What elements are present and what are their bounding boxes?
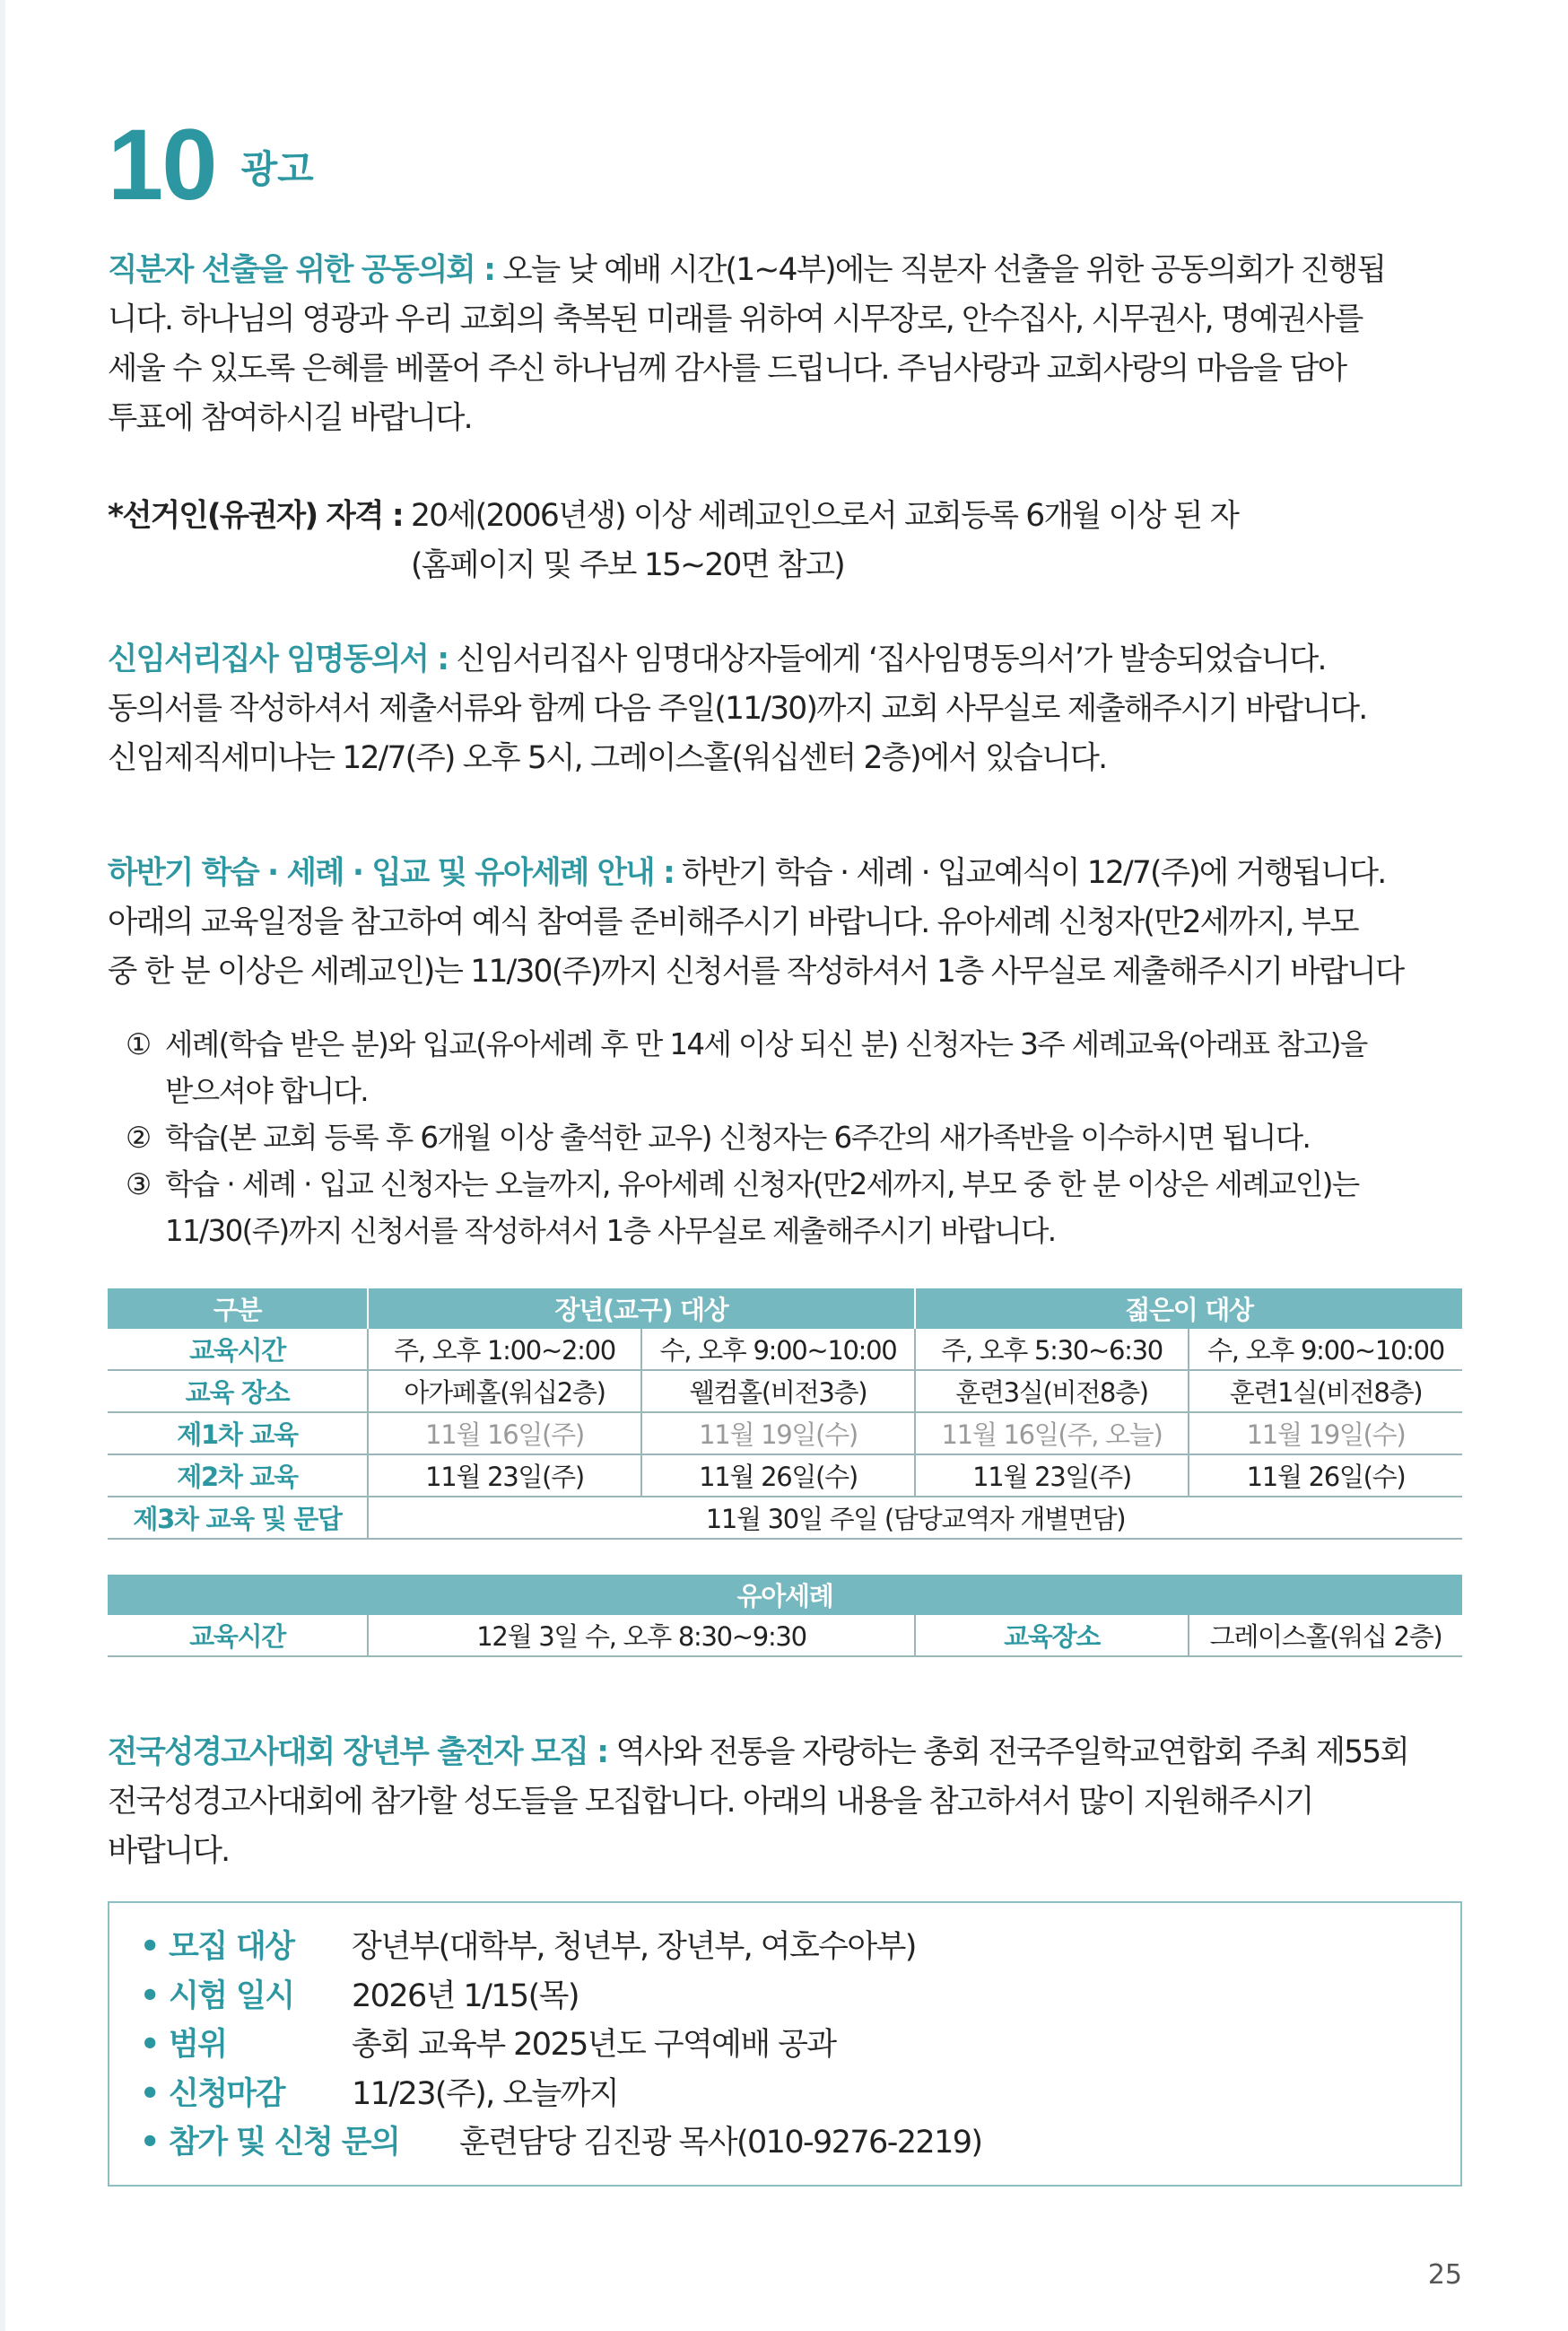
table-row bbox=[108, 1615, 1462, 1656]
notice-election bbox=[108, 246, 1462, 443]
table-cell: 11월 26일(수) bbox=[1189, 1454, 1462, 1497]
notice-line: 중 한 분 이상은 세례교인)는 11/30(주)까지 신청서를 작성하셔서 1층 사무실로 제출해주시기 바랍니다 bbox=[108, 954, 1404, 990]
info-value: 11/23(주), 오늘까지 bbox=[352, 2075, 619, 2112]
table-row bbox=[108, 1412, 1462, 1454]
table-cell: 주, 오후 5:30~6:30 bbox=[915, 1329, 1189, 1370]
notice-line: 전국성경고사대회에 참가할 성도들을 모집합니다. 아래의 내용을 참고하셔서 많이 지원해주시기 bbox=[108, 1784, 1313, 1820]
info-value: 2026년 1/15(목) bbox=[352, 1977, 579, 2014]
info-row bbox=[140, 1923, 981, 1972]
bullet-icon: • bbox=[140, 1977, 159, 2014]
table-cell: 수, 오후 9:00~10:00 bbox=[641, 1329, 915, 1370]
row-label: 교육시간 bbox=[108, 1615, 368, 1656]
bullet-icon: • bbox=[140, 2027, 159, 2063]
table-row bbox=[108, 1497, 1462, 1539]
notice-line: 직분자 선출을 위한 공동의회 : 오늘 낮 예배 시간(1~4부)에는 직분자 선출을 위한 공동의회가 진행됩 bbox=[108, 252, 1386, 288]
table-cell: 그레이스홀(워십 2층) bbox=[1189, 1615, 1462, 1656]
notice-line: 동의서를 작성하셔서 제출서류와 함께 다음 주일(11/30)까지 교회 사무실로 제출해주시기 바랍니다. bbox=[108, 691, 1367, 727]
row-label: 교육시간 bbox=[108, 1329, 368, 1370]
page-number: 25 bbox=[1427, 2259, 1462, 2291]
info-row bbox=[140, 1972, 981, 2021]
page-edge bbox=[0, 0, 5, 2331]
notice-baptism bbox=[108, 849, 1462, 997]
row-label: 제2차 교육 bbox=[108, 1454, 368, 1497]
list-item: ① 세례(학습 받은 분)와 입교(유아세례 후 만 14세 이상 되신 분) 신청자는 3주 세례교육(아래표 참고)을 받으셔야 합니다. bbox=[126, 1027, 1367, 1108]
notice-line: 아래의 교육일정을 참고하여 예식 참여를 준비해주시기 바랍니다. 유아세례 신청자(만2세까지, 부모 bbox=[108, 904, 1358, 940]
info-value: 총회 교육부 2025년도 구역예배 공과 bbox=[352, 2027, 836, 2063]
info-row bbox=[140, 2118, 981, 2168]
notice-line: *선거인(유권자) 자격 : 20세(2006년생) 이상 세례교인으로서 교회등록 6개월 이상 된 자 bbox=[108, 498, 1239, 534]
table-cell: 11월 19일(수) bbox=[1189, 1412, 1462, 1454]
notice-line: 신임제직세미나는 12/7(주) 오후 5시, 그레이스홀(워십센터 2층)에서 있습니다. bbox=[108, 740, 1107, 776]
table-cell: 훈련3실(비전8층) bbox=[915, 1370, 1189, 1412]
notice-line: 신임서리집사 임명동의서 : 신임서리집사 임명대상자들에게 ‘집사임명동의서’가 발송되었습니다. bbox=[108, 642, 1326, 677]
table-row bbox=[108, 1370, 1462, 1412]
table-cell: 11월 30일 주일 (담당교역자 개별면담) bbox=[368, 1497, 1462, 1539]
table-header-cell: 구분 bbox=[108, 1288, 368, 1329]
info-value: 훈련담당 김진광 목사(010-9276-2219) bbox=[459, 2125, 982, 2161]
table-header-row bbox=[108, 1575, 1462, 1615]
table-cell: 수, 오후 9:00~10:00 bbox=[1189, 1329, 1462, 1370]
table-row bbox=[108, 1329, 1462, 1370]
notice-line: 전국성경고사대회 장년부 출전자 모집 : 역사와 전통을 자랑하는 총회 전국주일학교연합회 주최 제55회 bbox=[108, 1734, 1408, 1770]
row-label: 제3차 교육 및 문답 bbox=[108, 1497, 368, 1539]
notice-title: *선거인(유권자) 자격 : bbox=[108, 498, 403, 534]
contest-info-box bbox=[108, 1901, 1462, 2187]
table-cell: 아가페홀(워십2층) bbox=[368, 1370, 641, 1412]
info-row bbox=[140, 2070, 981, 2119]
section-number: 10 bbox=[108, 109, 216, 221]
info-key: 범위 bbox=[169, 2027, 227, 2063]
baptism-requirements-list bbox=[126, 1021, 1462, 1254]
section-header bbox=[108, 108, 314, 221]
notice-line: 세울 수 있도록 은혜를 베풀어 주신 하나님께 감사를 드립니다. 주님사랑과 교회사랑의 마음을 담아 bbox=[108, 351, 1346, 387]
notice-bible-contest bbox=[108, 1728, 1462, 1876]
education-schedule-table bbox=[108, 1288, 1462, 1540]
info-key: 시험 일시 bbox=[169, 1977, 294, 2014]
notice-title: 전국성경고사대회 장년부 출전자 모집 : bbox=[108, 1734, 608, 1770]
notice-line: 하반기 학습 · 세례 · 입교 및 유아세례 안내 : 하반기 학습 · 세례 · 입교예식이 12/7(주)에 거행됩니다. bbox=[108, 855, 1386, 891]
table-cell: 훈련1실(비전8층) bbox=[1189, 1370, 1462, 1412]
info-key: 모집 대상 bbox=[169, 1929, 294, 1965]
bullet-icon: • bbox=[140, 2125, 159, 2161]
notice-title: 신임서리집사 임명동의서 : bbox=[108, 642, 449, 677]
row-label: 교육 장소 bbox=[108, 1370, 368, 1412]
row-label: 교육장소 bbox=[915, 1615, 1189, 1656]
notice-title: 하반기 학습 · 세례 · 입교 및 유아세례 안내 : bbox=[108, 855, 674, 891]
table-header-row bbox=[108, 1288, 1462, 1329]
table-header-cell: 젊은이 대상 bbox=[915, 1288, 1462, 1329]
infant-baptism-table bbox=[108, 1575, 1462, 1657]
table-cell: 11월 19일(수) bbox=[641, 1412, 915, 1454]
notice-deacon-consent bbox=[108, 635, 1462, 783]
row-label: 제1차 교육 bbox=[108, 1412, 368, 1454]
table-cell: 11월 16일(주) bbox=[368, 1412, 641, 1454]
notice-line: (홈페이지 및 주보 15~20면 참고) bbox=[411, 547, 844, 583]
info-key: 신청마감 bbox=[169, 2075, 284, 2112]
table-header-cell: 유아세례 bbox=[108, 1575, 1462, 1615]
info-row bbox=[140, 2021, 981, 2070]
info-key: 참가 및 신청 문의 bbox=[169, 2125, 400, 2161]
notice-line: 니다. 하나님의 영광과 우리 교회의 축복된 미래를 위하여 시무장로, 안수집사, 시무권사, 명예권사를 bbox=[108, 301, 1363, 337]
table-cell: 11월 23일(주) bbox=[368, 1454, 641, 1497]
table-cell: 웰컴홀(비전3층) bbox=[641, 1370, 915, 1412]
table-cell: 11월 23일(주) bbox=[915, 1454, 1189, 1497]
table-cell: 11월 26일(수) bbox=[641, 1454, 915, 1497]
notice-line: 투표에 참여하시길 바랍니다. bbox=[108, 400, 472, 436]
section-category: 광고 bbox=[240, 147, 314, 191]
table-cell: 11월 16일(주, 오늘) bbox=[915, 1412, 1189, 1454]
notice-line: 바랍니다. bbox=[108, 1833, 230, 1869]
bullet-icon: • bbox=[140, 2075, 159, 2112]
bullet-icon: • bbox=[140, 1929, 159, 1965]
table-cell: 12월 3일 수, 오후 8:30~9:30 bbox=[368, 1615, 915, 1656]
table-cell: 주, 오후 1:00~2:00 bbox=[368, 1329, 641, 1370]
info-value: 장년부(대학부, 청년부, 장년부, 여호수아부) bbox=[352, 1929, 916, 1965]
list-item: ② 학습(본 교회 등록 후 6개월 이상 출석한 교우) 신청자는 6주간의 새가족반을 이수하시면 됩니다. bbox=[126, 1121, 1311, 1155]
notice-voter-qualification bbox=[108, 492, 1462, 590]
list-item: ③ 학습 · 세례 · 입교 신청자는 오늘까지, 유아세례 신청자(만2세까지, 부모 중 한 분 이상은 세례교인)는 11/30(주)까지 신청서를 작성하셔서 1층 사무실로 제출해주시기 바랍니다. bbox=[126, 1167, 1359, 1248]
table-row bbox=[108, 1454, 1462, 1497]
table-header-cell: 장년(교구) 대상 bbox=[368, 1288, 915, 1329]
notice-title: 직분자 선출을 위한 공동의회 : bbox=[108, 252, 495, 288]
